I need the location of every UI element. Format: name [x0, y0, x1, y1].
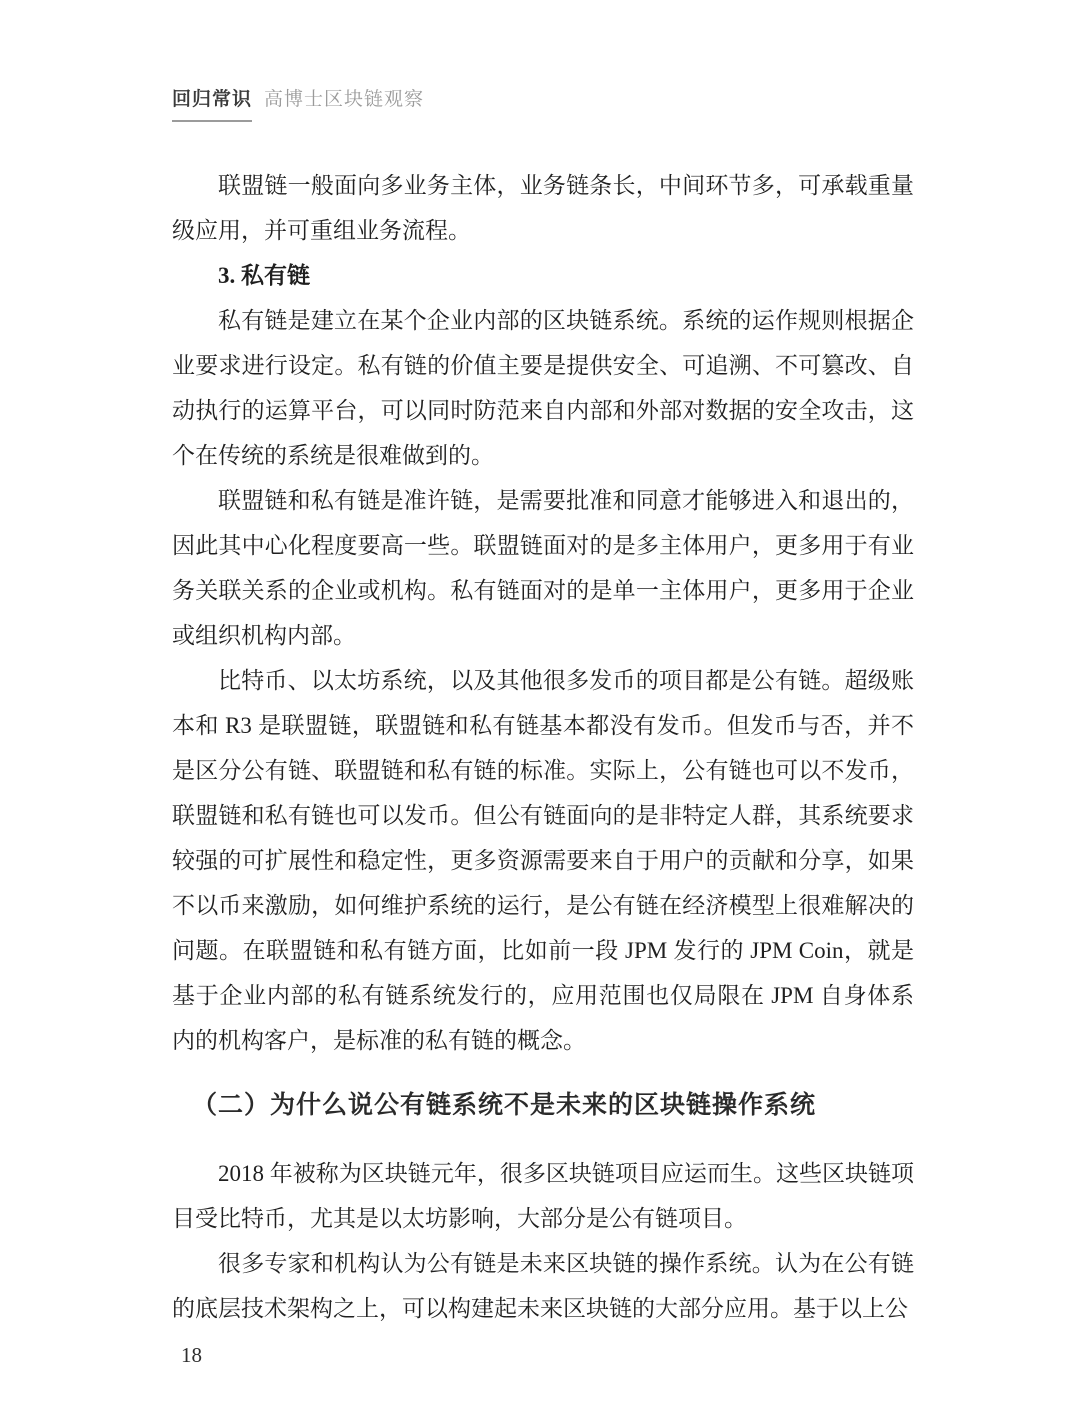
- page-content: [172, 163, 914, 1331]
- paragraph-coin-issuance: 比特币、以太坊系统，以及其他很多发币的项目都是公有链。超级账本和 R3 是联盟链，联盟链和私有链基本都没有发币。但发币与否，并不是区分公有链、联盟链和私有链的标准。实际上，公有链也可以不发币，联盟链和私有链也可以发币。但公有链面向的是非特定人群，其系统要求较强的可扩展性和稳定性，更多资源需要来自于用户的贡献和分享，如果不以币来激励，如何维护系统的运行，是公有链在经济模型上很难解决的问题。在联盟链和私有链方面，比如前一段 JPM 发行的 JPM Coin，就是基于企业内部的私有链系统发行的，应用范围也仅局限在 JPM 自身体系内的机构客户，是标准的私有链的概念。: [172, 668, 914, 1053]
- header-book-title: 高博士区块链观察: [264, 89, 425, 110]
- heading-section-two: （二）为什么说公有链系统不是未来的区块链操作系统: [192, 1091, 817, 1119]
- paragraph-permissioned-chains: 联盟链和私有链是准许链，是需要批准和同意才能够进入和退出的，因此其中心化程度要高一些。联盟链面对的是多主体用户，更多用于有业务关联关系的企业或机构。私有链面对的是单一主体用户，更多用于企业或组织机构内部。: [172, 488, 914, 648]
- page-number: 18: [181, 1343, 202, 1367]
- paragraph-alliance-chain: 联盟链一般面向多业务主体，业务链条长，中间环节多，可承载重量级应用，并可重组业务流程。: [172, 173, 914, 243]
- heading-private-chain: 3. 私有链: [218, 263, 310, 288]
- header-series-title: 回归常识: [172, 84, 252, 122]
- paragraph-2018-blockchain-year: 2018 年被称为区块链元年，很多区块链项目应运而生。这些区块链项目受比特币，尤其是以太坊影响，大部分是公有链项目。: [172, 1161, 914, 1231]
- paragraph-experts-opinion: 很多专家和机构认为公有链是未来区块链的操作系统。认为在公有链的底层技术架构之上，可以构建起未来区块链的大部分应用。基于以上公: [172, 1251, 914, 1321]
- paragraph-private-chain-definition: 私有链是建立在某个企业内部的区块链系统。系统的运作规则根据企业要求进行设定。私有链的价值主要是提供安全、可追溯、不可篡改、自动执行的运算平台，可以同时防范来自内部和外部对数据的安全攻击，这个在传统的系统是很难做到的。: [172, 308, 914, 468]
- running-header: [172, 84, 424, 122]
